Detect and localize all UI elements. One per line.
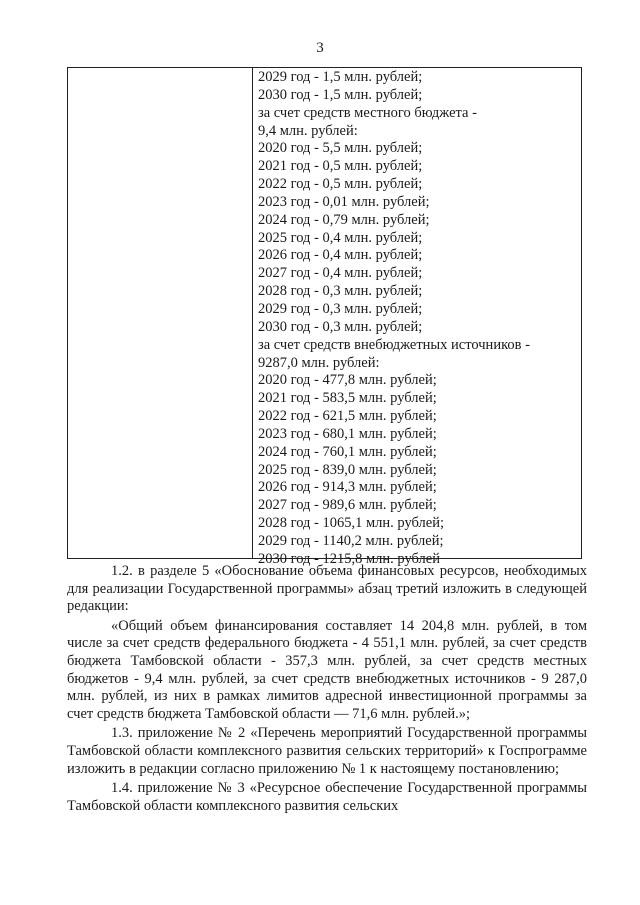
table-line: 2028 год - 0,3 млн. рублей; (258, 283, 423, 300)
table-line: 2020 год - 477,8 млн. рублей; (258, 372, 437, 389)
table-line: 2023 год - 680,1 млн. рублей; (258, 425, 437, 442)
table-line: 2025 год - 839,0 млн. рублей; (258, 461, 437, 478)
paragraph-quote: «Общий объем финансирования составляет 14 204,8 млн. рублей, в том числе за счет средств федерального бюджета - 4 551,1 млн. рублей, за счет средств бюджета Тамбовской области - 357,3 млн. рублей, за счет средств местных бюджетов - 9,4 млн. рублей, за счет средств внебюджетных источников - 9 287,0 млн. рублей, из них в рамках лимитов адресной инвестиционной программы за счет средств бюджета Тамбовской области — 71,6 млн. рублей.»; (67, 617, 587, 722)
table-line: 2027 год - 0,4 млн. рублей; (258, 265, 423, 282)
table-line: 2029 год - 0,3 млн. рублей; (258, 300, 423, 317)
table-line: 2021 год - 583,5 млн. рублей; (258, 390, 437, 407)
table-line: за счет средств местного бюджета - (258, 104, 477, 121)
table-line: 2027 год - 989,6 млн. рублей; (258, 497, 437, 514)
table-line: 9287,0 млн. рублей: (258, 354, 380, 371)
table-line: 2022 год - 0,5 млн. рублей; (258, 176, 423, 193)
table-line: 2024 год - 0,79 млн. рублей; (258, 211, 430, 228)
page-number: 3 (316, 40, 324, 56)
table-line: 2023 год - 0,01 млн. рублей; (258, 193, 430, 210)
paragraph-1-2: 1.2. в разделе 5 «Обоснование объема финансовых ресурсов, необходимых для реализации Государственной программы» абзац третий изложить в следующей редакции: (67, 563, 587, 615)
table-line: за счет средств внебюджетных источников - (258, 336, 530, 353)
table-line: 2021 год - 0,5 млн. рублей; (258, 158, 423, 175)
table-line: 2020 год - 5,5 млн. рублей; (258, 140, 423, 157)
table-line: 2030 год - 1215,8 млн. рублей (258, 550, 440, 567)
budget-table (67, 67, 582, 567)
table-line: 2025 год - 0,4 млн. рублей; (258, 229, 423, 246)
table-line: 2030 год - 1,5 млн. рублей; (258, 86, 423, 103)
table-line: 2028 год - 1065,1 млн. рублей; (258, 515, 445, 532)
table-line: 2022 год - 621,5 млн. рублей; (258, 408, 437, 425)
paragraph-1-3: 1.3. приложение № 2 «Перечень мероприятий Государственной программы Тамбовской области комплексного развития сельских территорий» к Госпрограмме изложить в редакции согласно приложению № 1 к настоящему постановлению; (67, 725, 587, 777)
table-line: 2026 год - 0,4 млн. рублей; (258, 247, 423, 264)
table-line: 2029 год - 1,5 млн. рублей; (258, 69, 423, 85)
table-cell-funding (258, 69, 573, 569)
table-line: 9,4 млн. рублей: (258, 122, 358, 139)
table-line: 2026 год - 914,3 млн. рублей; (258, 479, 437, 496)
table-line: 2030 год - 0,3 млн. рублей; (258, 318, 423, 335)
table-line: 2024 год - 760,1 млн. рублей; (258, 443, 437, 460)
paragraph-1-4: 1.4. приложение № 3 «Ресурсное обеспечение Государственной программы Тамбовской области комплексного развития сельских (67, 780, 587, 814)
document-body (67, 563, 587, 815)
table-column-divider (252, 68, 253, 558)
table-line: 2029 год - 1140,2 млн. рублей; (258, 532, 444, 549)
